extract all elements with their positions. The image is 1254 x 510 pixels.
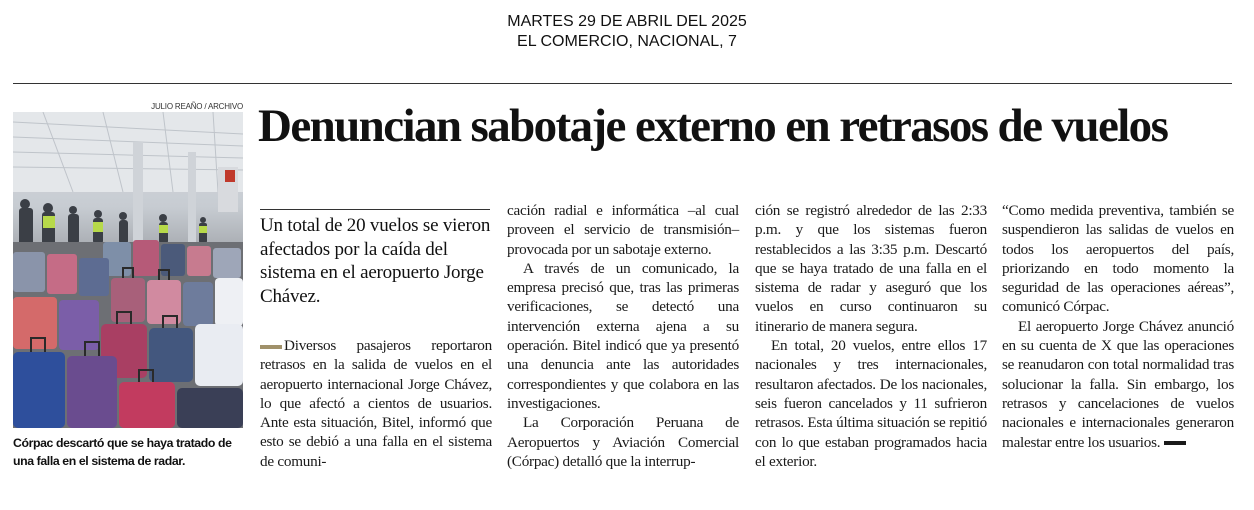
airport-luggage-illustration	[13, 112, 243, 428]
lead-rule	[260, 209, 490, 210]
column-4-paragraph-1: “Como medida preventiva, también se suspendieron las salidas de vuelos en todos los aeropuertos del país, priorizando en todo momento la seguridad de las operaciones aéreas”, comunicó Córpac.	[1002, 202, 1234, 316]
column-3-paragraph-1: ción se registró alrededor de las 2:33 p.m. y que los sistemas fueron restablecidos a las 3:35 p.m. Descartó que se haya tratado de una falla en el sistema de radar y aseguró que los vuelos en curso continuaron su itinerario de manera segura.	[755, 202, 987, 335]
column-1-paragraph-1: Diversos pasajeros reportaron retrasos en la salida de vuelos en el aeropuerto internacional Jorge Chávez, lo que afectó a cientos de usuarios. Ante esta situación, Bitel, informó que esto se debió a una falla en el sistema de comuni-	[260, 337, 492, 470]
column-4-paragraph-2: El aeropuerto Jorge Chávez anunció en su cuenta de X que las operaciones se reanudaron con total normalidad tras solucionar la falla. Sin embargo, los retrasos y cancelaciones de vuelos nacionales e internacionales generaron malestar entre los usuarios.	[1002, 317, 1234, 451]
article-column-2	[507, 201, 739, 471]
dateline	[0, 12, 1254, 52]
airport-photo	[13, 112, 243, 428]
article-headline: Denuncian sabotaje externo en retrasos de vuelos	[258, 100, 1168, 152]
photo-credit: JULIO REAÑO / ARCHIVO	[151, 102, 243, 111]
article-column-3	[755, 201, 987, 471]
column-2-paragraph-2: A través de un comunicado, la empresa precisó que, tras las primeras verificaciones, se detectó una intervención externa ajena a su operación. Bitel indicó que ya presentó una denuncia ante las autoridades correspondientes y que colabora en las investigaciones.	[507, 259, 739, 412]
column-2-paragraph-1: cación radial e informática –al cual proveen el servicio de transmisión– provocada por un sabotaje externo.	[507, 202, 739, 258]
top-rule	[13, 83, 1232, 84]
column-3-paragraph-2: En total, 20 vuelos, entre ellos 17 nacionales y tres internacionales, resultaron afectados. De los nacionales, seis fueron cancelados y 11 sufrieron retrasos. Esta última situación se repitió con lo que estaban programados hacia el exterior.	[755, 337, 987, 470]
article-column-4	[1002, 201, 1234, 452]
dateline-date: MARTES 29 DE ABRIL DEL 2025	[507, 13, 747, 30]
dateline-section: EL COMERCIO, NACIONAL, 7	[517, 33, 737, 50]
photo-caption: Córpac descartó que se haya tratado de una falla en el sistema de radar.	[13, 436, 232, 468]
article-end-marker	[1164, 441, 1186, 445]
column-2-paragraph-3: La Corporación Peruana de Aeropuertos y Aviación Comercial (Córpac) detalló que la interrup-	[507, 414, 739, 470]
article-lead: Un total de 20 vuelos se vieron afectados por la caída del sistema en el aeropuerto Jorge Chávez.	[260, 215, 491, 307]
paragraph-start-marker	[260, 345, 282, 349]
article-column-1	[260, 336, 492, 471]
